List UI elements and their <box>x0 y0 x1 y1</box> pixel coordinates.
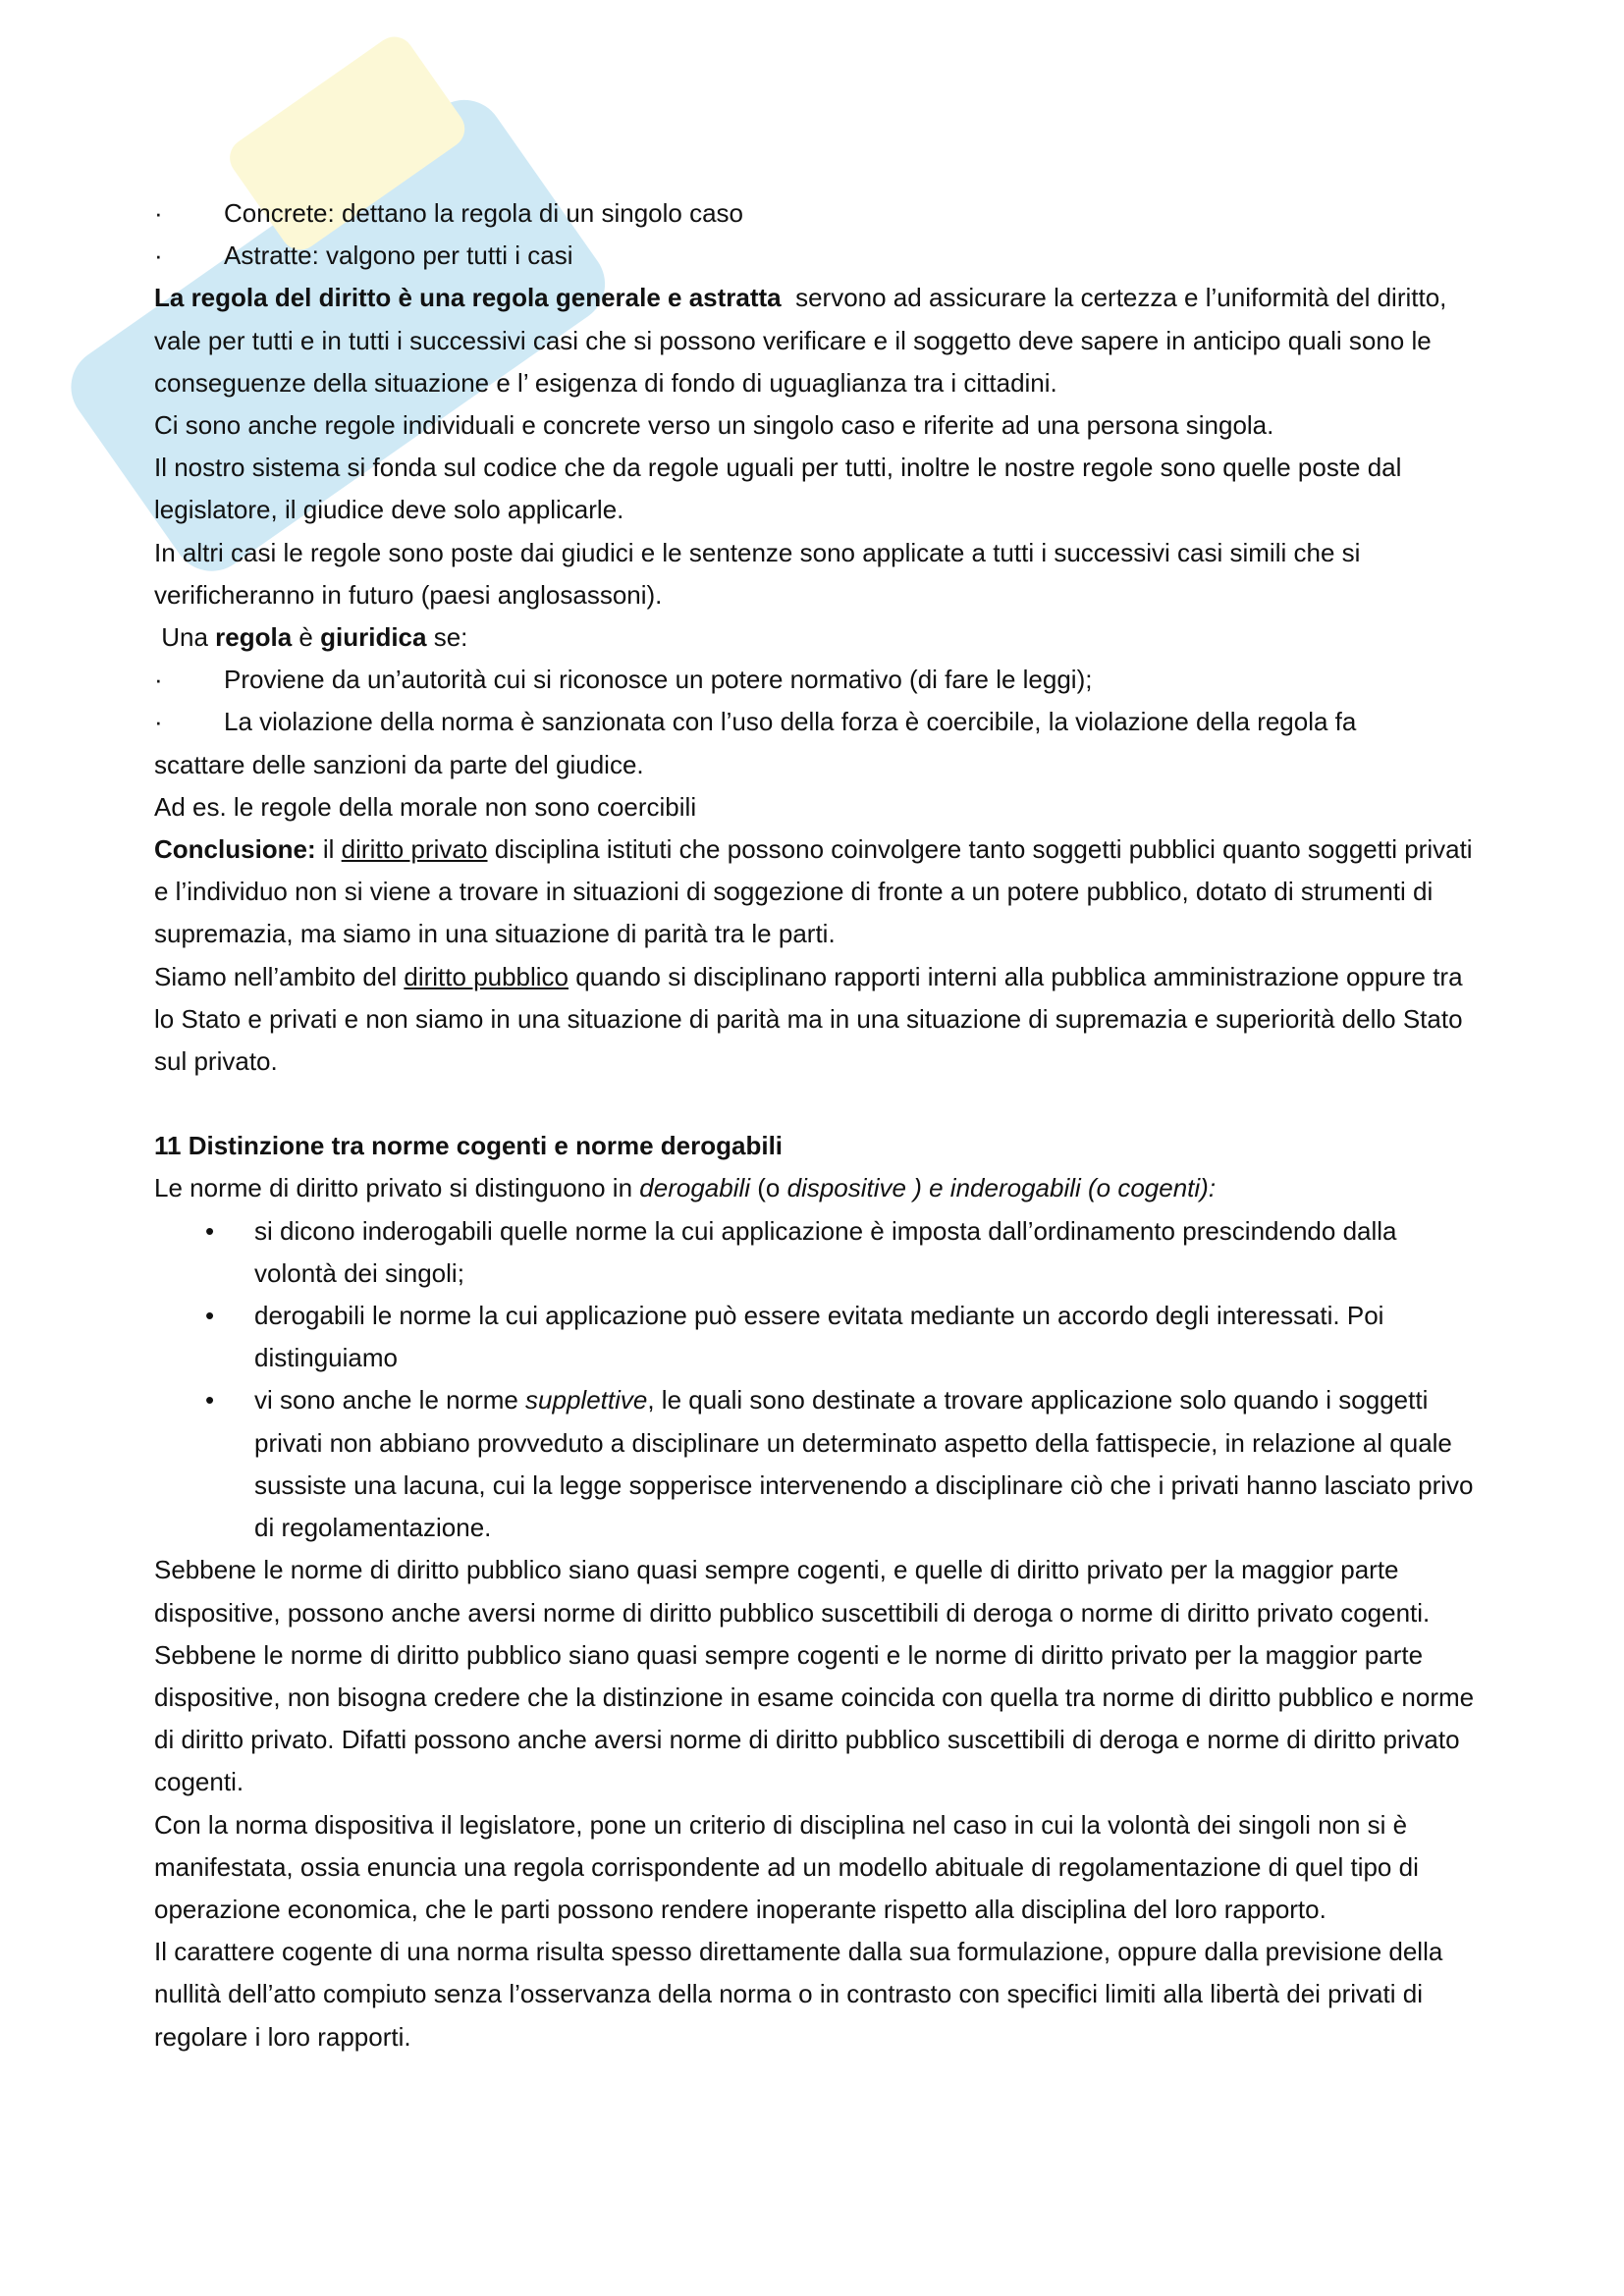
list-item: · Concrete: dettano la regola di un singolo caso <box>154 192 1475 235</box>
list-item: • vi sono anche le norme supplettive, le quali sono destinate a trovare applicazione solo quando i soggetti privati non abbiano provveduto a disciplinare un determinato aspetto della fattispecie, in relazione al quale sussiste una lacuna, cui la legge sopperisce intervenendo a disciplinare ciò che i privati hanno lasciato privo di regolamentazione. <box>205 1385 1474 1543</box>
paragraph: Con la norma dispositiva il legislatore, pone un criterio di disciplina nel caso in cui la volontà dei singoli non si è manifestata, ossia enuncia una regola corrispondente ad un modello abituale di regolamentazione di quel tipo di operazione economica, che le parti possono rendere inoperante rispetto alla disciplina del loro rapporto. <box>154 1809 1427 1924</box>
list-item-text: Proviene da un’autorità cui si riconosce un potere normativo (di fare le leggi); <box>224 665 1093 695</box>
list-item: • derogabili le norme la cui applicazione può essere evitata mediante un accordo degli interessati. Poi distinguiamo <box>205 1301 1384 1373</box>
list-item-text: Astratte: valgono per tutti i casi <box>224 240 573 271</box>
paragraph: Le norme di diritto privato si distinguono in derogabili (o dispositive ) e inderogabili (o cogenti): <box>154 1173 1217 1203</box>
paragraph: Conclusione: il diritto privato disciplina istituti che possono coinvolgere tanto soggetti pubblici quanto soggetti privati e l’individuo non si viene a trovare in situazioni di soggezione di fronte a un potere pubblico, dotato di strumenti di supremazia, ma siamo in una situazione di parità tra le parti. <box>154 834 1480 949</box>
paragraph: Siamo nell’ambito del diritto pubblico quando si disciplinano rapporti interni alla pubblica amministrazione oppure tra lo Stato e privati e non siamo in una situazione di parità ma in una situazione di supremazia e superiorità dello Stato sul privato. <box>154 961 1470 1077</box>
list-item: · Proviene da un’autorità cui si riconosce un potere normativo (di fare le leggi); <box>154 659 1475 701</box>
list-item: • si dicono inderogabili quelle norme la cui applicazione è imposta dall’ordinamento prescindendo dalla volontà dei singoli; <box>205 1215 1397 1288</box>
paragraph: Il nostro sistema si fonda sul codice che da regole uguali per tutti, inoltre le nostre regole sono quelle poste dal legislatore, il giudice deve solo applicarle. <box>154 453 1409 525</box>
document-page <box>154 192 1482 2058</box>
paragraph: La regola del diritto è una regola generale e astratta servono ad assicurare la certezza e l’uniformità del diritto, vale per tutti e in tutti i successivi casi che si possono verificare e il soggetto deve sapere in anticipo quali sono le conseguenze della situazione e l’ esigenza di fondo di uguaglianza tra i cittadini. <box>154 283 1454 398</box>
paragraph: Una regola è giuridica se: <box>154 622 468 653</box>
list-item-text: La violazione della norma è sanzionata con l’uso della forza è coercibile, la violazione della regola fa <box>224 707 1357 737</box>
paragraph: scattare delle sanzioni da parte del giudice. <box>154 749 644 779</box>
section-heading: 11 Distinzione tra norme cogenti e norme derogabili <box>154 1131 784 1161</box>
list-item-text: Concrete: dettano la regola di un singolo caso <box>224 198 744 228</box>
paragraph: Sebbene le norme di diritto pubblico siano quasi sempre cogenti e le norme di diritto privato per la maggior parte dispositive, non bisogna credere che la distinzione in esame coincida con quella tra norme di diritto pubblico e norme di diritto privato. Difatti possono anche aversi norme di diritto pubblico suscettibili di deroga e norme di diritto privato cogenti. <box>154 1639 1482 1797</box>
paragraph: Ci sono anche regole individuali e concrete verso un singolo caso e riferite ad una persona singola. <box>154 410 1274 441</box>
list-item: · Astratte: valgono per tutti i casi <box>154 235 1475 277</box>
paragraph: Sebbene le norme di diritto pubblico siano quasi sempre cogenti, e quelle di diritto privato per la maggior parte dispositive, possono anche aversi norme di diritto pubblico suscettibili di deroga o norme di diritto privato cogenti. <box>154 1555 1431 1628</box>
bullet-list <box>154 1210 1475 1550</box>
paragraph: Il carattere cogente di una norma risulta spesso direttamente dalla sua formulazione, oppure dalla previsione della nullità dell’atto compiuto senza l’osservanza della norma o in contrasto con specifici limiti alla libertà dei privati di regolare i loro rapporti. <box>154 1937 1450 2052</box>
list-item: · La violazione della norma è sanzionata con l’uso della forza è coercibile, la violazione della regola fa <box>154 701 1475 743</box>
paragraph: Ad es. le regole della morale non sono coercibili <box>154 791 697 822</box>
paragraph: In altri casi le regole sono poste dai giudici e le sentenze sono applicate a tutti i successivi casi simili che si verificheranno in futuro (paesi anglosassoni). <box>154 537 1368 610</box>
